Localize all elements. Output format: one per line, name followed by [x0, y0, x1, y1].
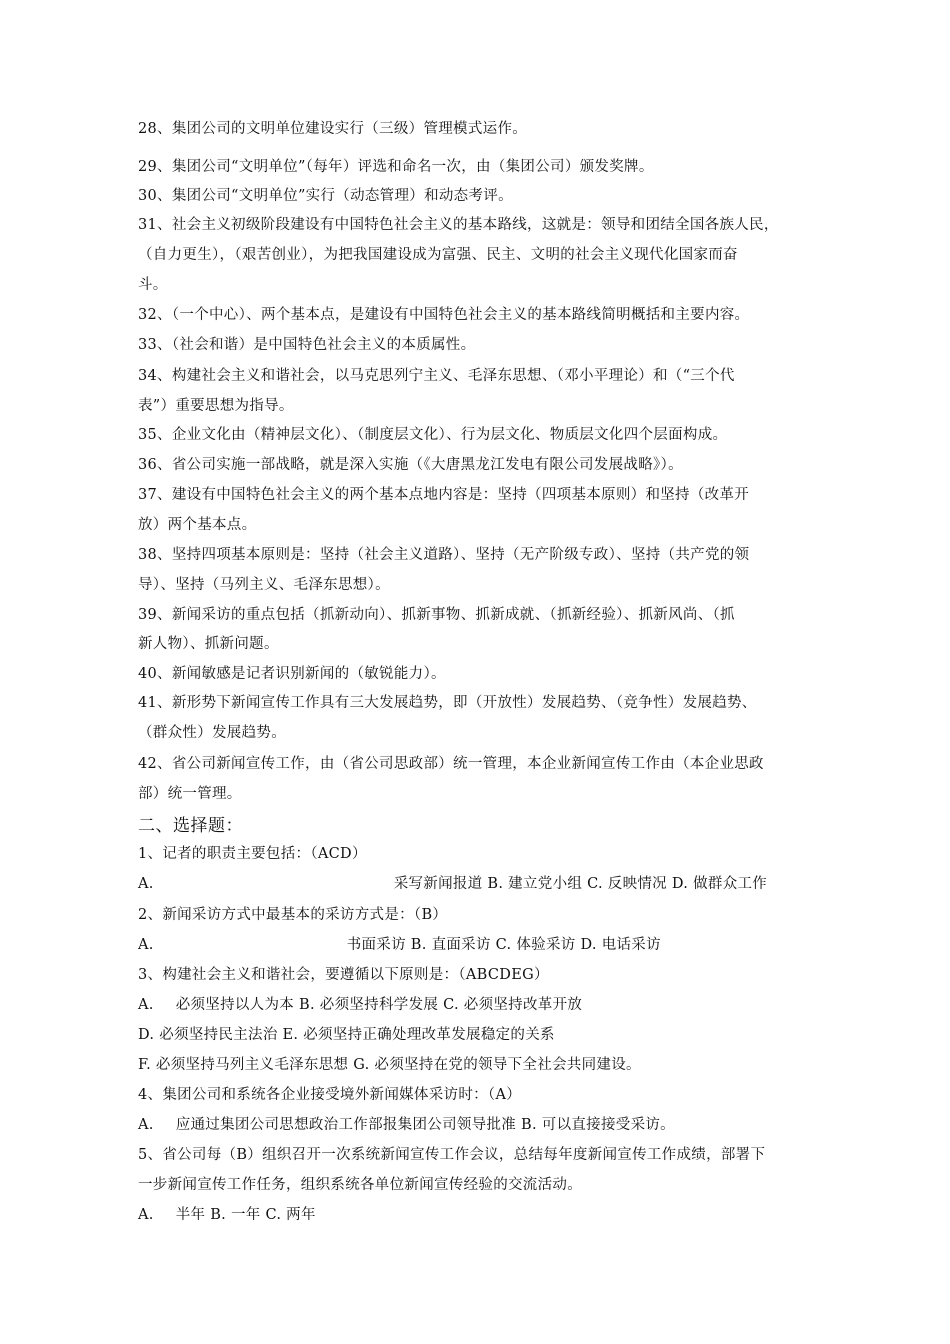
choice-question-4: 4、集团公司和系统各企业接受境外新闻媒体采访时：（A）: [138, 1087, 522, 1103]
choice-question-5-line-1: 5、省公司每（B）组织召开一次系统新闻宣传工作会议，总结每年度新闻宣传工作成绩，部署下: [138, 1147, 766, 1163]
item-35: 35、企业文化由（精神层文化）、（制度层文化）、行为层文化、物质层文化四个层面构成。: [138, 427, 728, 443]
item-41-line-2: （群众性）发展趋势。: [138, 725, 286, 741]
item-37-line-2: 放）两个基本点。: [138, 517, 257, 533]
item-29: 29、集团公司“文明单位”（每年）评选和命名一次，由（集团公司）颁发奖牌。: [138, 159, 654, 175]
item-41-line-1: 41、新形势下新闻宣传工作具有三大发展趋势，即（开放性）发展趋势、（竞争性）发展趋势、: [138, 695, 757, 711]
item-31-line-2: （自力更生），（艰苦创业），为把我国建设成为富强、民主、文明的社会主义现代化国家而奋: [138, 247, 738, 263]
item-39-line-2: 新人物）、抓新问题。: [138, 636, 279, 652]
item-42-line-1: 42、省公司新闻宣传工作，由（省公司思政部）统一管理，本企业新闻宣传工作由（本企业思政: [138, 756, 764, 772]
choice-options-3-a: [138, 993, 818, 1014]
choice-options-3-b: D. 必须坚持民主法治 E. 必须坚持正确处理改革发展稳定的关系: [138, 1027, 555, 1043]
choice-options-5: [138, 1203, 818, 1224]
item-40: 40、新闻敏感是记者识别新闻的（敏锐能力）。: [138, 666, 446, 682]
choice-question-5-line-2: 一步新闻宣传工作任务，组织系统各单位新闻宣传经验的交流活动。: [138, 1177, 582, 1193]
choice-question-2: 2、新闻采访方式中最基本的采访方式是：（B）: [138, 907, 448, 923]
section-title: 二、选择题：: [138, 816, 243, 836]
item-32: 32、（一个中心）、两个基本点，是建设有中国特色社会主义的基本路线简明概括和主要内容。: [138, 307, 750, 323]
item-39-line-1: 39、新闻采访的重点包括（抓新动向）、抓新事物、抓新成就、（抓新经验）、抓新风尚、（抓: [138, 607, 735, 623]
option-text: 书面采访 B. 直面采访 C. 体验采访 D. 电话采访: [346, 937, 661, 953]
choice-options-2: [138, 933, 818, 954]
option-prefix: A.: [138, 997, 154, 1013]
choice-options-1: [138, 872, 818, 893]
item-31-line-3: 斗。: [138, 277, 168, 293]
option-prefix: A.: [138, 876, 154, 892]
item-33: 33、（社会和谐）是中国特色社会主义的本质属性。: [138, 337, 476, 353]
item-38-line-1: 38、坚持四项基本原则是：坚持（社会主义道路）、坚持（无产阶级专政）、坚持（共产党的领: [138, 547, 750, 563]
item-28: 28、集团公司的文明单位建设实行（三级）管理模式运作。: [138, 121, 528, 137]
option-prefix: A.: [138, 1207, 154, 1223]
option-prefix: A.: [138, 937, 154, 953]
item-42-line-2: 部）统一管理。: [138, 786, 242, 802]
choice-question-3: 3、构建社会主义和谐社会，要遵循以下原则是：（ABCDEG）: [138, 967, 549, 983]
item-36: 36、省公司实施一部战略，就是深入实施（《大唐黑龙江发电有限公司发展战略》）。: [138, 457, 683, 473]
item-34-line-2: 表”）重要思想为指导。: [138, 398, 294, 414]
option-prefix: A.: [138, 1117, 154, 1133]
item-37-line-1: 37、建设有中国特色社会主义的两个基本点地内容是：坚持（四项基本原则）和坚持（改革开: [138, 487, 750, 503]
choice-options-3-c: F. 必须坚持马列主义毛泽东思想 G. 必须坚持在党的领导下全社会共同建设。: [138, 1057, 641, 1073]
item-30: 30、集团公司“文明单位”实行（动态管理）和动态考评。: [138, 188, 513, 204]
item-34-line-1: 34、构建社会主义和谐社会，以马克思列宁主义、毛泽东思想、（邓小平理论）和（“三个代: [138, 368, 735, 384]
option-text: 必须坚持以人为本 B. 必须坚持科学发展 C. 必须坚持改革开放: [175, 997, 583, 1013]
choice-question-1: 1、记者的职责主要包括：（ACD）: [138, 846, 367, 862]
option-text: 半年 B. 一年 C. 两年: [175, 1207, 316, 1223]
choice-options-4: [138, 1113, 818, 1134]
item-31-line-1: 31、社会主义初级阶段建设有中国特色社会主义的基本路线，这就是：领导和团结全国各族人民，: [138, 217, 779, 233]
option-text: 应通过集团公司思想政治工作部报集团公司领导批准 B. 可以直接接受采访。: [175, 1117, 675, 1133]
item-38-line-2: 导）、坚持（马列主义、毛泽东思想）。: [138, 577, 390, 593]
option-text: 采写新闻报道 B. 建立党小组 C. 反映情况 D. 做群众工作: [393, 876, 768, 892]
